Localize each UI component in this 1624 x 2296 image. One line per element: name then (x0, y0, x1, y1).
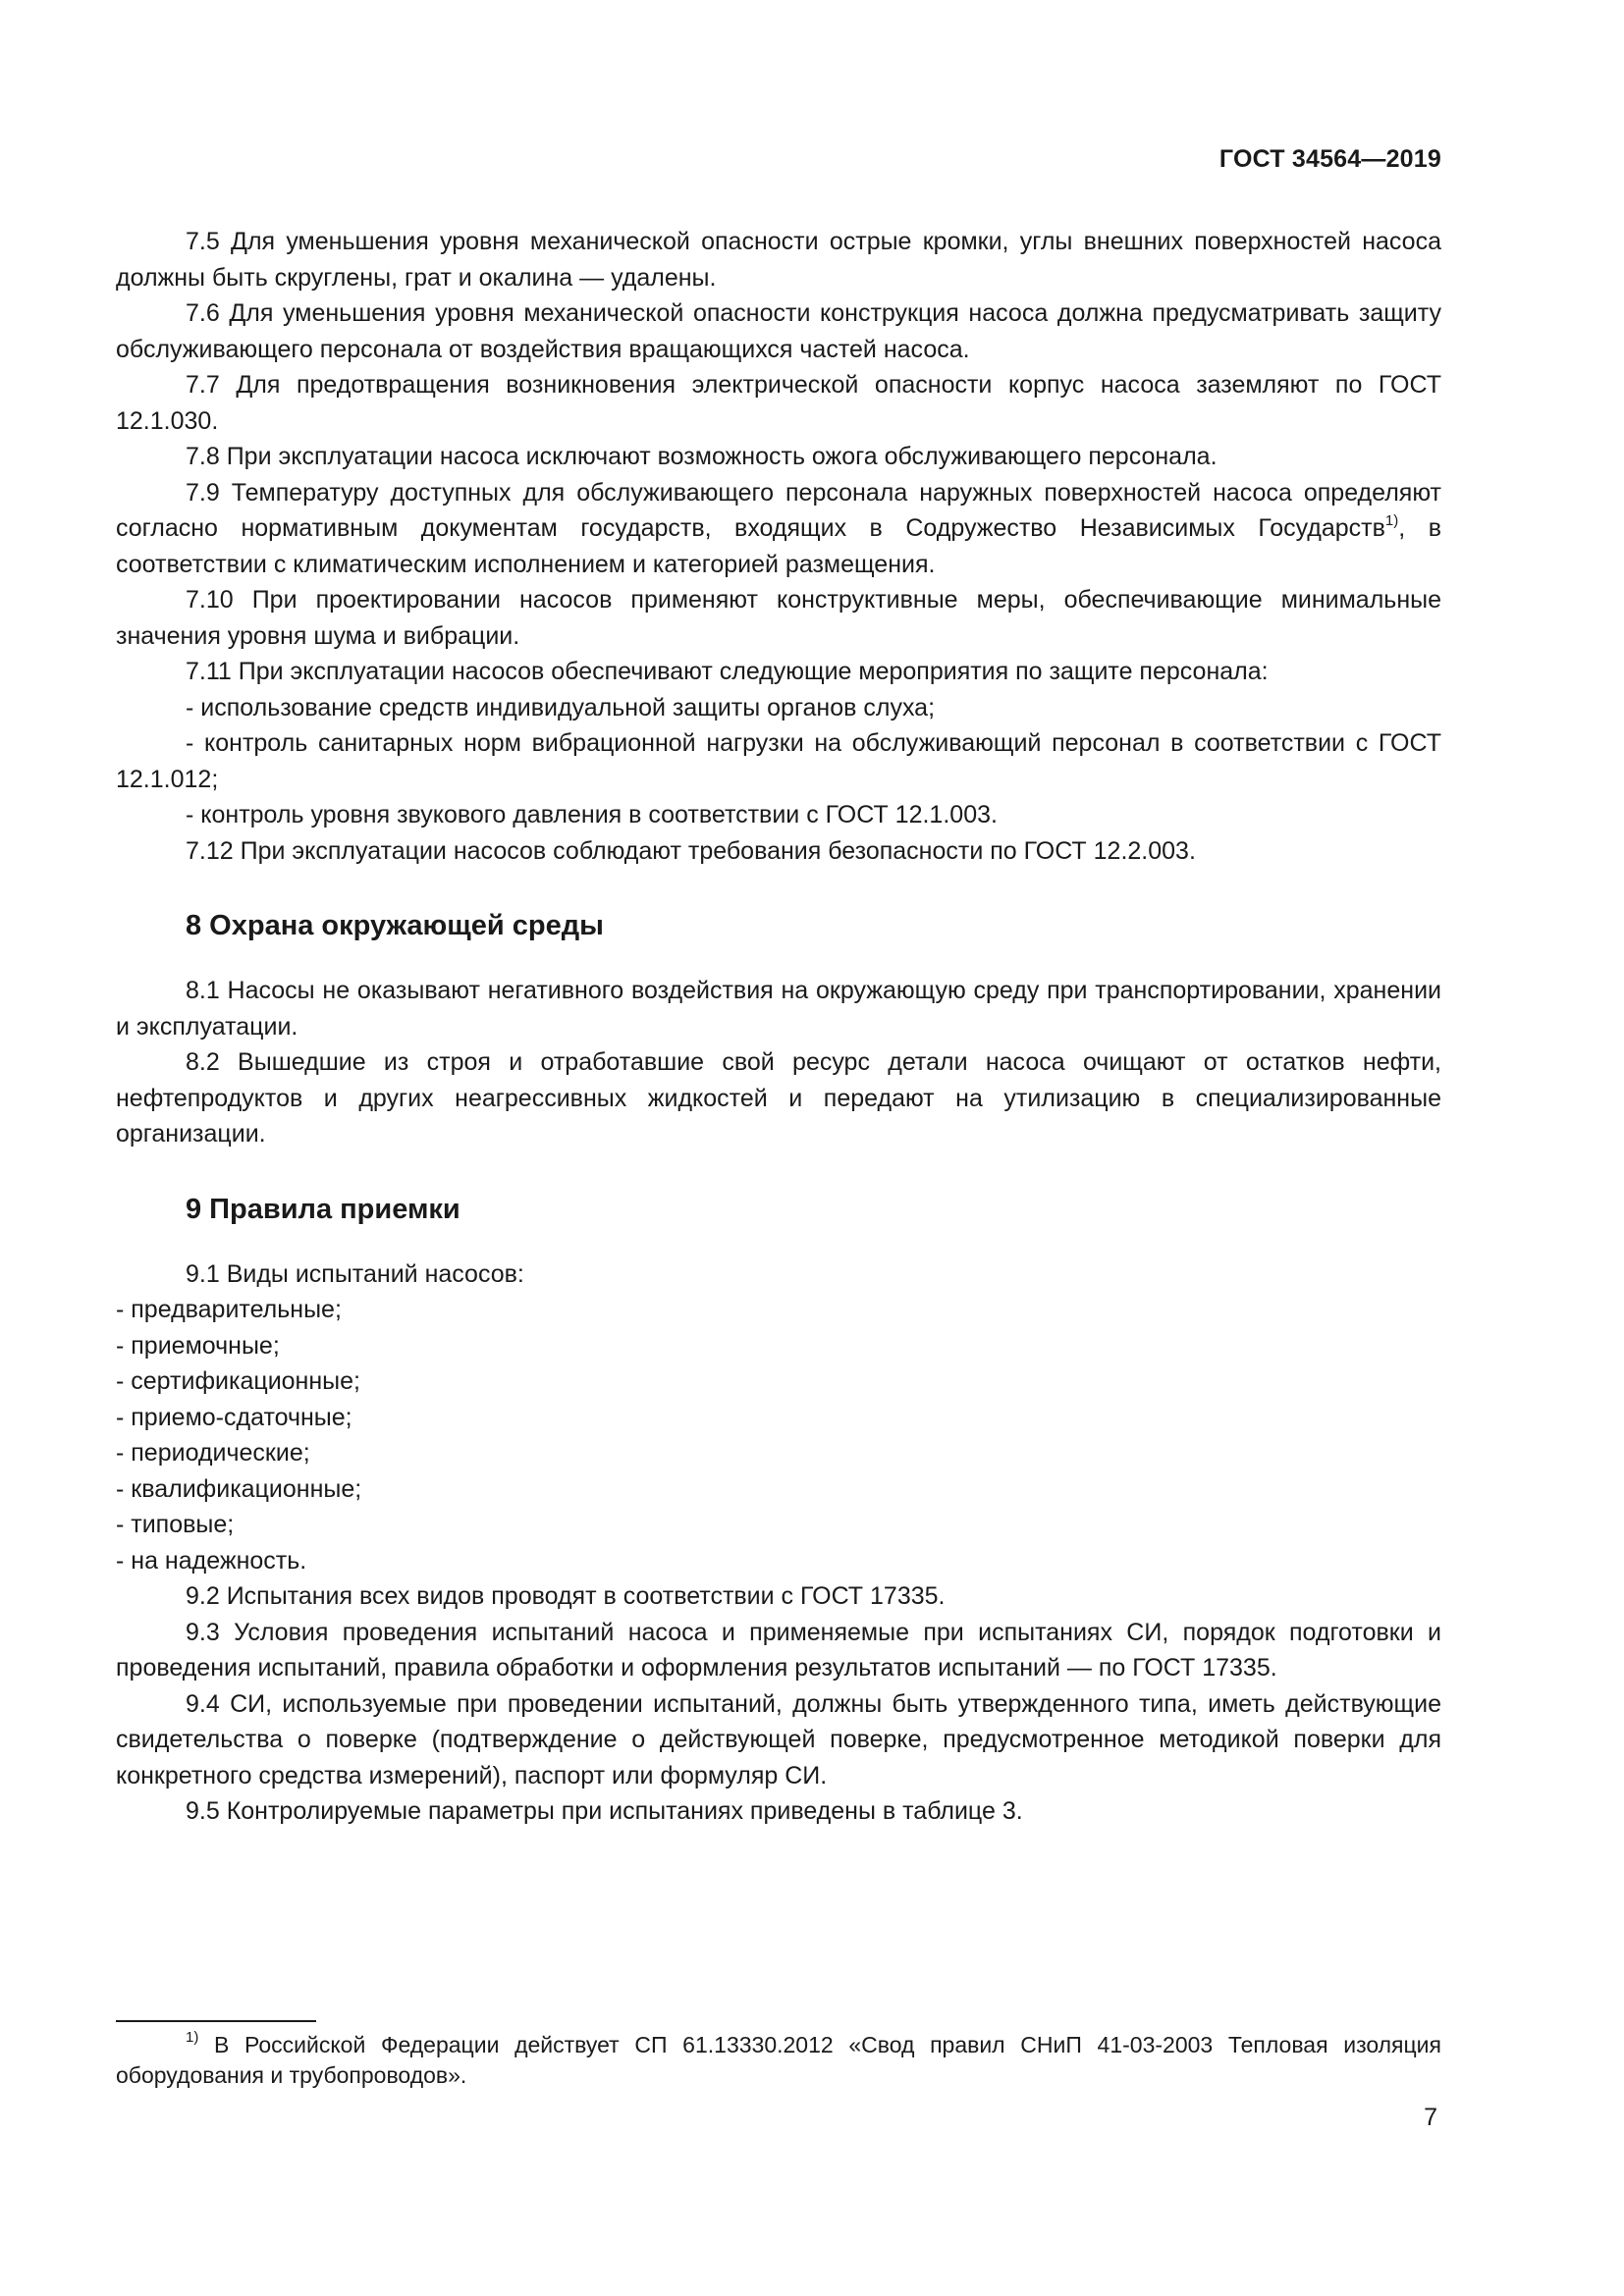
section-9-heading: 9 Правила приемки (186, 1193, 460, 1225)
paragraph-9-2: 9.2 Испытания всех видов проводят в соответствии с ГОСТ 17335. (186, 1582, 946, 1610)
paragraph-9-4: 9.4 СИ, используемые при проведении испытаний, должны быть утвержденного типа, иметь действующие свидетельства о поверке (подтверждение о действующей поверке, предусмотренное методикой поверки для конкретного средства измерений), паспорт или формуляр СИ. (116, 1689, 1441, 1789)
paragraph-9-3: 9.3 Условия проведения испытаний насоса и применяемые при испытаниях СИ, порядок подготовки и проведения испытаний, правила обработки и оформления результатов испытаний — по ГОСТ 17335. (116, 1618, 1441, 1682)
list-item-9-1-4: - приемо-сдаточные; (116, 1403, 352, 1431)
footnote-marker: 1) (186, 2029, 199, 2047)
list-item-9-1-2: - приемочные; (116, 1331, 280, 1360)
paragraph-7-9-text: 7.9 Температуру доступных для обслуживающего персонала наружных поверхностей насоса определяют согласно нормативным документам государств, входящих в Содружество Независимых Государств (116, 478, 1441, 542)
footnote (116, 2030, 1441, 2091)
footnote-reference: 1) (1384, 511, 1399, 529)
paragraph-7-5: 7.5 Для уменьшения уровня механической опасности острые кромки, углы внешних поверхностей насоса должны быть скруглены, грат и окалина — удалены. (116, 228, 1441, 292)
paragraph-7-7: 7.7 Для предотвращения возникновения электрической опасности корпус насоса заземляют по ГОСТ 12.1.030. (116, 371, 1441, 435)
list-item-9-1-3: - сертификационные; (116, 1367, 360, 1395)
list-item-9-1-6: - квалификационные; (116, 1474, 362, 1503)
footnote-text: В Российской Федерации действует СП 61.13330.2012 «Свод правил СНиП 41-03-2003 Тепловая изоляция оборудования и трубопроводов». (116, 2032, 1441, 2088)
list-item-7-11-1: - использование средств индивидуальной защиты органов слуха; (186, 693, 936, 721)
paragraph-8-2: 8.2 Вышедшие из строя и отработавшие свой ресурс детали насоса очищают от остатков нефти, нефтепродуктов и других неагрессивных жидкостей и передают на утилизацию в специализированные организации. (116, 1048, 1441, 1148)
list-item-9-1-1: - предварительные; (116, 1296, 342, 1323)
paragraph-7-6: 7.6 Для уменьшения уровня механической опасности конструкция насоса должна предусматривать защиту обслуживающего персонала от воздействия вращающихся частей насоса. (116, 299, 1441, 363)
paragraph-7-9 (116, 475, 1441, 583)
footnote-separator (116, 2020, 316, 2022)
paragraph-7-9-text-end: , в соответствии с климатическим исполнением и категорией размещения. (116, 514, 1441, 578)
page-number: 7 (1424, 2104, 1437, 2131)
paragraph-7-12: 7.12 При эксплуатации насосов соблюдают требования безопасности по ГОСТ 12.2.003. (186, 836, 1196, 865)
section-8-heading: 8 Охрана окружающей среды (186, 910, 604, 941)
list-item-9-1-8: - на надежность. (116, 1546, 307, 1575)
list-item-9-1-7: - типовые; (116, 1511, 235, 1538)
paragraph-9-1: 9.1 Виды испытаний насосов: (186, 1259, 524, 1288)
list-item-7-11-3: - контроль уровня звукового давления в соответствии с ГОСТ 12.1.003. (186, 801, 998, 828)
list-item-9-1-5: - периодические; (116, 1439, 310, 1467)
paragraph-8-1: 8.1 Насосы не оказывают негативного воздействия на окружающую среду при транспортировании, хранении и эксплуатации. (116, 977, 1441, 1041)
paragraph-7-8: 7.8 При эксплуатации насоса исключают возможность ожога обслуживающего персонала. (186, 443, 1218, 470)
paragraph-9-5: 9.5 Контролируемые параметры при испытаниях приведены в таблице 3. (186, 1797, 1023, 1825)
paragraph-7-10: 7.10 При проектировании насосов применяют конструктивные меры, обеспечивающие минимальные значения уровня шума и вибрации. (116, 586, 1441, 650)
page-body (116, 224, 1441, 1830)
paragraph-7-11: 7.11 При эксплуатации насосов обеспечивают следующие мероприятия по защите персонала: (186, 658, 1269, 685)
document-code-header: ГОСТ 34564—2019 (1218, 145, 1441, 173)
list-item-7-11-2: - контроль санитарных норм вибрационной нагрузки на обслуживающий персонал в соответствии с ГОСТ 12.1.012; (116, 729, 1441, 793)
